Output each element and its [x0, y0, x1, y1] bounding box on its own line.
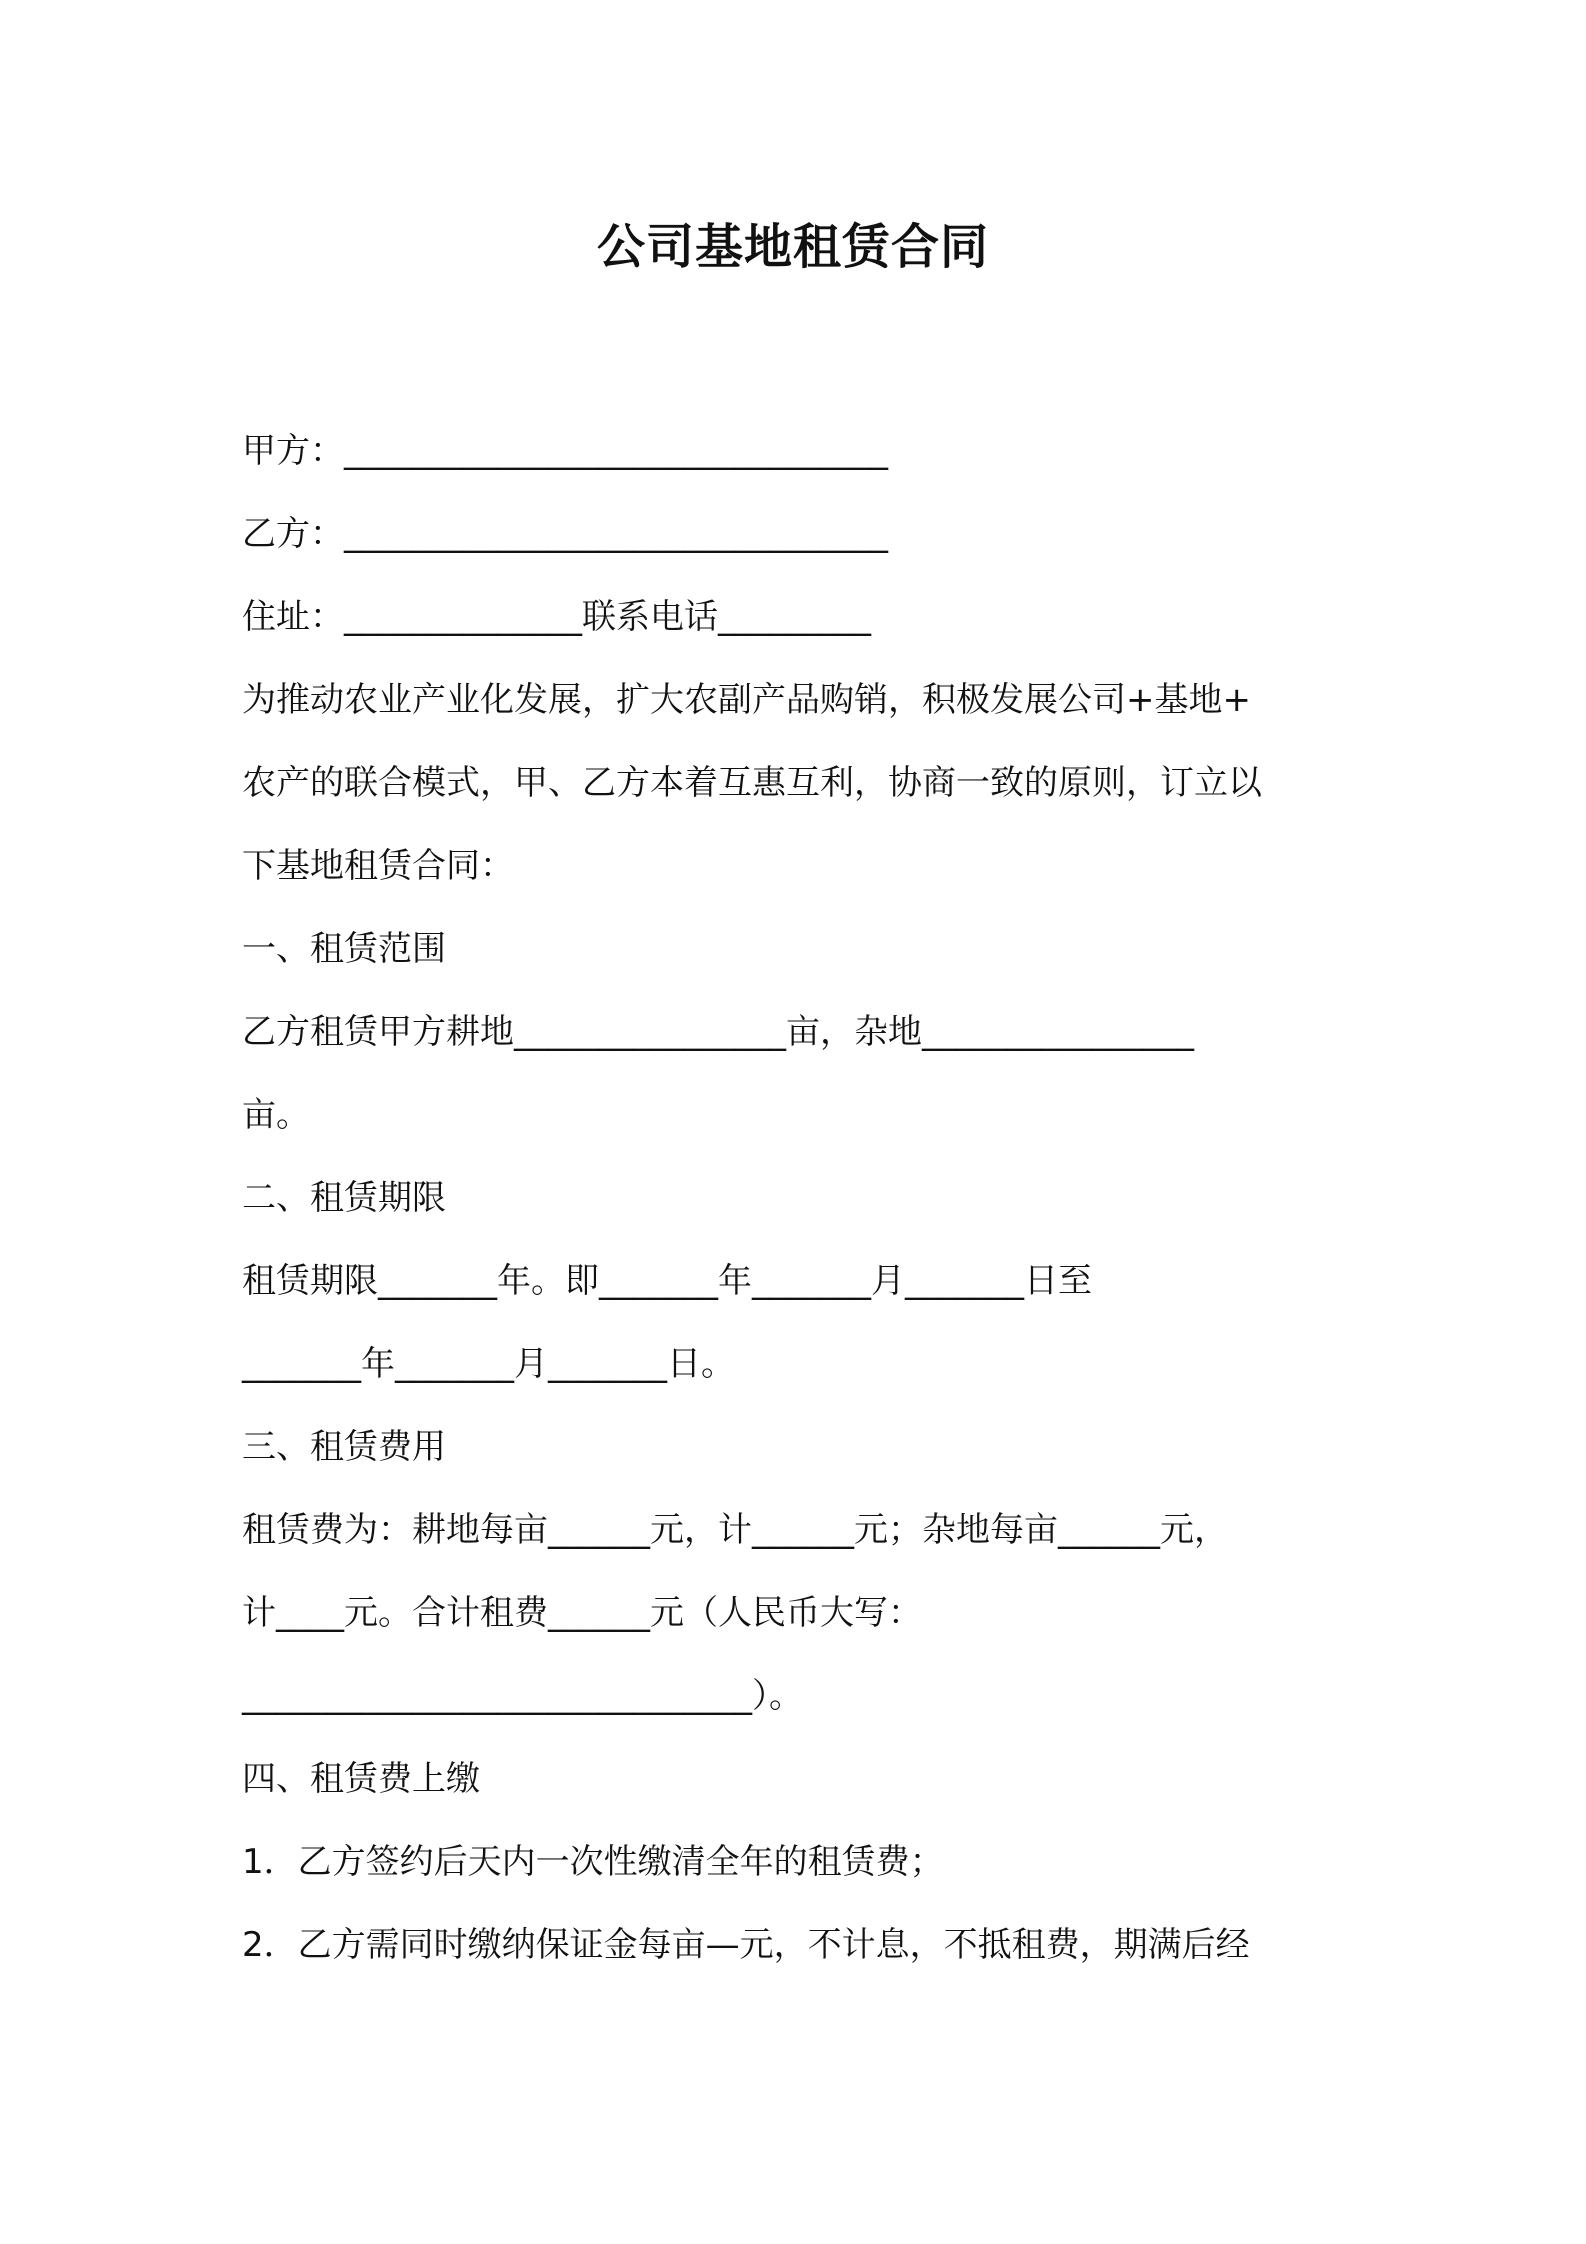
scope-line-2: 亩。 [242, 1095, 310, 1135]
payment-item-1: 1．乙方签约后天内一次性缴清全年的租赁费； [242, 1842, 944, 1882]
document-body [242, 410, 1362, 1987]
party-b-line: 乙方：________________________________ [242, 514, 888, 554]
party-a-line: 甲方：________________________________ [242, 431, 888, 471]
section-heading-payment: 四、租赁费上缴 [242, 1759, 480, 1799]
fees-line-2: 计____元。合计租费______元（人民币大写： [242, 1593, 922, 1633]
section-heading-fees: 三、租赁费用 [242, 1427, 446, 1467]
fees-line-1: 租赁费为：耕地每亩______元，计______元；杂地每亩______元， [242, 1510, 1228, 1550]
intro-line-1: 为推动农业产业化发展，扩大农副产品购销，积极发展公司+基地+ [242, 680, 1251, 720]
section-heading-term: 二、租赁期限 [242, 1178, 446, 1218]
document-title: 公司基地租赁合同 [596, 219, 989, 275]
payment-item-2: 2．乙方需同时缴纳保证金每亩—元，不计息，不抵租费，期满后经 [242, 1925, 1250, 1965]
term-line-1: 租赁期限_______年。即_______年_______月_______日至 [242, 1261, 1092, 1301]
scope-line-1: 乙方租赁甲方耕地________________亩，杂地________________ [242, 1012, 1194, 1052]
address-phone-line: 住址：______________联系电话_________ [242, 597, 871, 637]
intro-line-2: 农产的联合模式，甲、乙方本着互惠互利，协商一致的原则，订立以 [242, 763, 1262, 803]
section-heading-scope: 一、租赁范围 [242, 929, 446, 969]
intro-line-3: 下基地租赁合同： [242, 846, 514, 886]
term-line-2: _______年_______月_______日。 [242, 1344, 735, 1384]
fees-line-3: ______________________________）。 [242, 1676, 803, 1716]
